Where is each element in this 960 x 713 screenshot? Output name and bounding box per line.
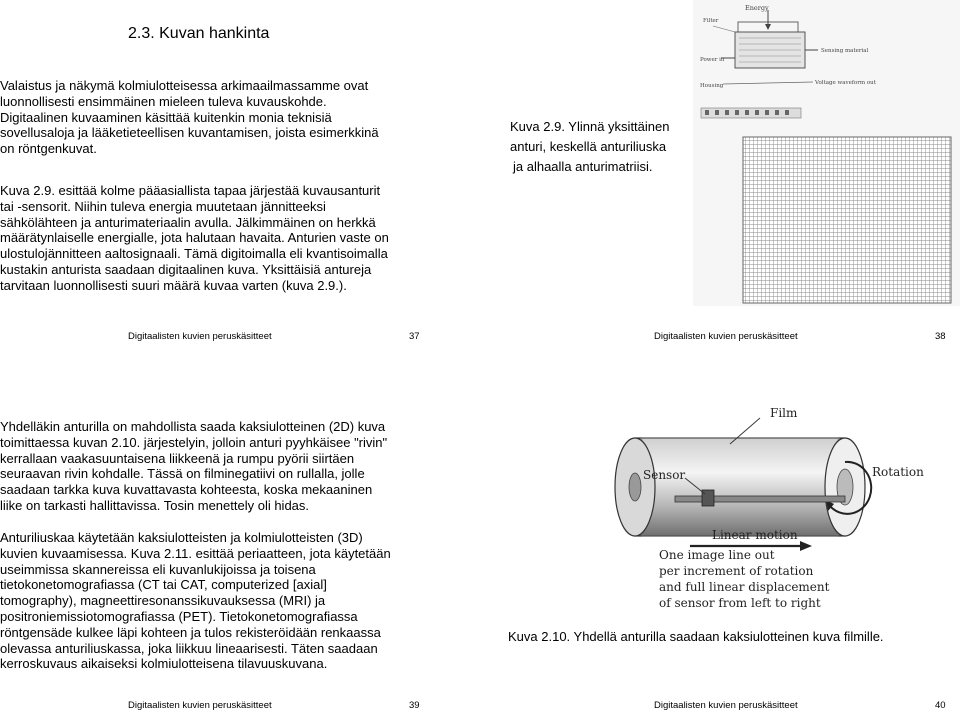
text-line: kerroskuvaus aikaiseksi kolmiulotteisena tilavuuskuvana. <box>0 656 328 672</box>
page-number: 38 <box>935 331 946 342</box>
footer-title: Digitaalisten kuvien peruskäsitteet <box>654 700 798 711</box>
text-line: olevassa anturiliuskassa, joka liikkuu lineaarisesti. Täten saadaan <box>0 640 378 656</box>
label-sensor: Sensor <box>643 468 686 482</box>
page37-paragraph-1 <box>0 78 379 157</box>
text-line: saadaan tarkka kuva kuvattavasta kohteesta, koska mekaaninen <box>0 482 373 498</box>
text-line: Kuva 2.9. esittää kolme pääasiallista tapaa järjestää kuvausanturit <box>0 183 381 198</box>
label-voltage-out: Voltage waveform out <box>815 80 876 86</box>
footer-title: Digitaalisten kuvien peruskäsitteet <box>654 331 798 342</box>
label-energy: Energy <box>745 4 769 12</box>
text-line: ulostulojännitteen aaltosignaali. Tämä digitoimalla eli kvantisoimalla <box>0 246 388 262</box>
page39-paragraph-1 <box>0 419 387 514</box>
drum-scanner-figure <box>580 396 960 618</box>
sensor-matrix-diagram <box>743 137 951 303</box>
page-number: 39 <box>409 700 420 711</box>
label-filter: Filter <box>703 18 719 24</box>
text-line: sovellusaloja ja lääketieteellisen kuvantamisen, joista esimerkkinä <box>0 125 379 141</box>
footer-title: Digitaalisten kuvien peruskäsitteet <box>128 331 272 342</box>
text-line: positroniemissiotomografiassa (PET). Tietokonetomografiassa <box>0 608 358 624</box>
text-line: määrätynlaiselle energialle, jota halutaan havaita. Anturien vaste on <box>0 230 389 246</box>
footer-title: Digitaalisten kuvien peruskäsitteet <box>128 700 272 711</box>
text-line: tarvitaan luonnollisesti suuri määrä kuvaa varten (kuva 2.9.). <box>0 277 347 293</box>
label-linear-motion: Linear motion <box>712 528 798 542</box>
text-line: liike on tarkasti hallittavissa. Tosin menettely oli hidas. <box>0 497 310 513</box>
page-number: 37 <box>409 331 420 342</box>
text-line: kerrallaan vaakasuuntaisena liikkeenä ja rumpu pyörii siirtäen <box>0 450 355 466</box>
sensor-strip-diagram <box>700 80 877 118</box>
text-line: Valaistus ja näkymä kolmiulotteisessa arkimaailmassamme ovat <box>0 78 369 93</box>
single-sensor-diagram <box>700 4 869 68</box>
text-line: luonnollisesti ensimmäinen mieleen tuleva kuvauskohde. <box>0 93 327 109</box>
page-number: 40 <box>935 700 946 711</box>
text-line: kustakin anturista saadaan digitaalinen kuva. Yksittäisiä antureja <box>0 261 372 277</box>
text-line: seuraavan rivin kohdalle. Tässä on filminegatiivi on rullalla, jolle <box>0 466 365 482</box>
text-line: Digitaalinen kuvaaminen käsittää kuitenkin monia teknisiä <box>0 109 332 125</box>
text-line: on röntgenkuvat. <box>0 141 97 157</box>
section-title: 2.3. Kuvan hankinta <box>128 25 270 42</box>
text-line: kuvien kuvaamisessa. Kuva 2.11. esittää periaatteen, jota käytetään <box>0 545 391 561</box>
note-line: per increment of rotation <box>659 564 814 578</box>
text-line: tai -sensorit. Niihin tuleva energia muutetaan jännitteeksi <box>0 198 326 214</box>
sensor-figure-svg <box>693 0 960 306</box>
caption-line: anturi, keskellä anturiliuska <box>510 138 667 154</box>
page37-paragraph-2 <box>0 183 389 294</box>
page39-paragraph-2 <box>0 530 391 672</box>
text-line: useimmissa skannereissa eli kuvanlukijoissa ja toisena <box>0 561 316 577</box>
text-line: Anturiliuskaa käytetään kaksiulotteisten ja kolmiulotteisten (3D) <box>0 530 363 545</box>
text-line: röntgensäde kulkee läpi kohteen ja tulos rekisteröidään renkaassa <box>0 624 381 640</box>
sensor-figure <box>693 0 960 306</box>
note-line: of sensor from left to right <box>659 596 821 610</box>
text-line: tietokonetomografiassa (CT tai CAT, computerized [axial] <box>0 577 327 593</box>
note-line: and full linear displacement <box>659 580 830 594</box>
note-line: One image line out <box>659 548 775 562</box>
text-line: toimittaessa kuvan 2.10. järjestelyin, jolloin anturi pyyhkäisee "rivin" <box>0 434 388 450</box>
label-housing: Housing <box>700 83 724 89</box>
drum-scanner-svg <box>580 396 960 618</box>
label-power-in: Power in <box>700 57 725 63</box>
page38-caption <box>510 119 669 174</box>
caption-line: ja alhaalla anturimatriisi. <box>513 158 653 174</box>
label-film: Film <box>770 406 798 420</box>
text-line: Yhdelläkin anturilla on mahdollista saada kaksiulotteinen (2D) kuva <box>0 419 386 434</box>
label-sensing-material: Sensing material <box>821 48 869 54</box>
caption-line: Kuva 2.9. Ylinnä yksittäinen <box>510 119 670 134</box>
text-line: tomography), magneettiresonanssikuvauksessa (MRI) ja <box>0 593 326 609</box>
text-line: sähkölähteen ja anturimateriaalin avulla. Jälkimmäinen on herkkä <box>0 214 376 230</box>
page40-caption: Kuva 2.10. Yhdellä anturilla saadaan kaksiulotteinen kuva filmille. <box>508 629 884 644</box>
label-rotation: Rotation <box>872 465 924 479</box>
